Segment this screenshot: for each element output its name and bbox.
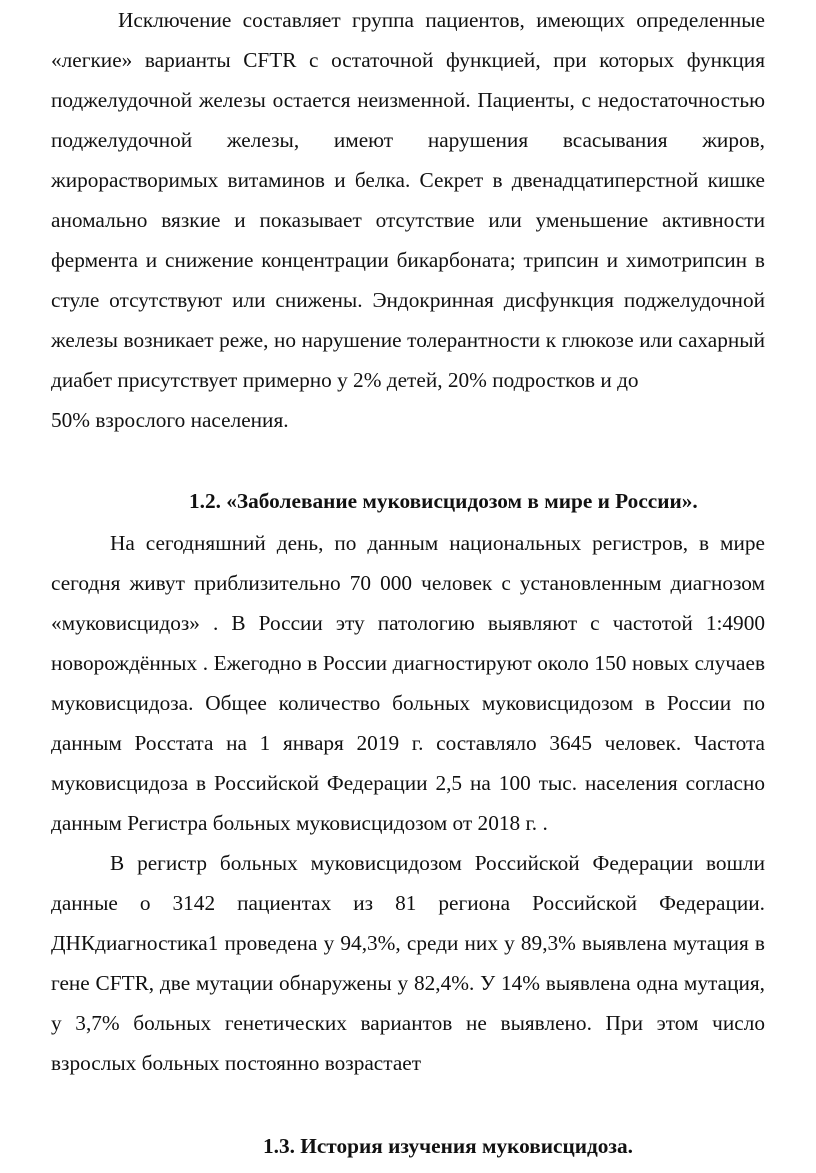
text-line: Исключение составляет группа пациентов, имеющих определенные <box>118 8 765 32</box>
text-line: гене CFTR, две мутации обнаружены у 82,4%. У 14% выявлена одна мутация, <box>51 971 765 995</box>
text-line: стуле отсутствуют или снижены. Эндокринная дисфункция поджелудочной <box>51 288 765 312</box>
text-line: железы возникает реже, но нарушение толерантности к глюкозе или сахарный <box>51 328 765 352</box>
text-line: сегодня живут приблизительно 70 000 человек с установленным диагнозом <box>51 571 765 595</box>
text-line: данным Регистра больных муковисцидозом от 2018 г. . <box>51 811 548 835</box>
text-line: данным Росстата на 1 января 2019 г. составляло 3645 человек. Частота <box>51 731 765 755</box>
text-line: 50% взрослого населения. <box>51 408 289 432</box>
text-line: данные о 3142 пациентах из 81 региона Российской Федерации. <box>51 891 765 915</box>
text-line: аномально вязкие и показывает отсутствие или уменьшение активности <box>51 208 765 232</box>
text-line: поджелудочной железы остается неизменной. Пациенты, с недостаточностью <box>51 88 765 112</box>
text-line: В регистр больных муковисцидозом Российской Федерации вошли <box>110 851 765 875</box>
text-line: фермента и снижение концентрации бикарбоната; трипсин и химотрипсин в <box>51 248 765 272</box>
text-line: новорождённых . Ежегодно в России диагностируют около 150 новых случаев <box>51 651 765 675</box>
text-line: жирорастворимых витаминов и белка. Секрет в двенадцатиперстной кишке <box>51 168 765 192</box>
text-line: муковисцидоза в Российской Федерации 2,5 на 100 тыс. населения согласно <box>51 771 765 795</box>
text-line: «легкие» варианты CFTR с остаточной функцией, при которых функция <box>51 48 765 72</box>
text-line: у 3,7% больных генетических вариантов не выявлено. При этом число <box>51 1011 765 1035</box>
text-line: ДНКдиагностика1 проведена у 94,3%, среди них у 89,3% выявлена мутация в <box>51 931 765 955</box>
section-heading-1-3: 1.3. История изучения муковисцидоза. <box>263 1134 633 1158</box>
text-line: взрослых больных постоянно возрастает <box>51 1051 422 1075</box>
section-heading-1-2: 1.2. «Заболевание муковисцидозом в мире и России». <box>189 489 698 513</box>
text-line: поджелудочной железы, имеют нарушения всасывания жиров, <box>51 128 765 152</box>
text-line: На сегодняшний день, по данным национальных регистров, в мире <box>110 531 765 555</box>
text-line: «муковисцидоз» . В России эту патологию выявляют с частотой 1:4900 <box>51 611 765 635</box>
text-line: муковисцидоза. Общее количество больных муковисцидозом в России по <box>51 691 765 715</box>
text-line: диабет присутствует примерно у 2% детей, 20% подростков и до <box>51 368 639 392</box>
